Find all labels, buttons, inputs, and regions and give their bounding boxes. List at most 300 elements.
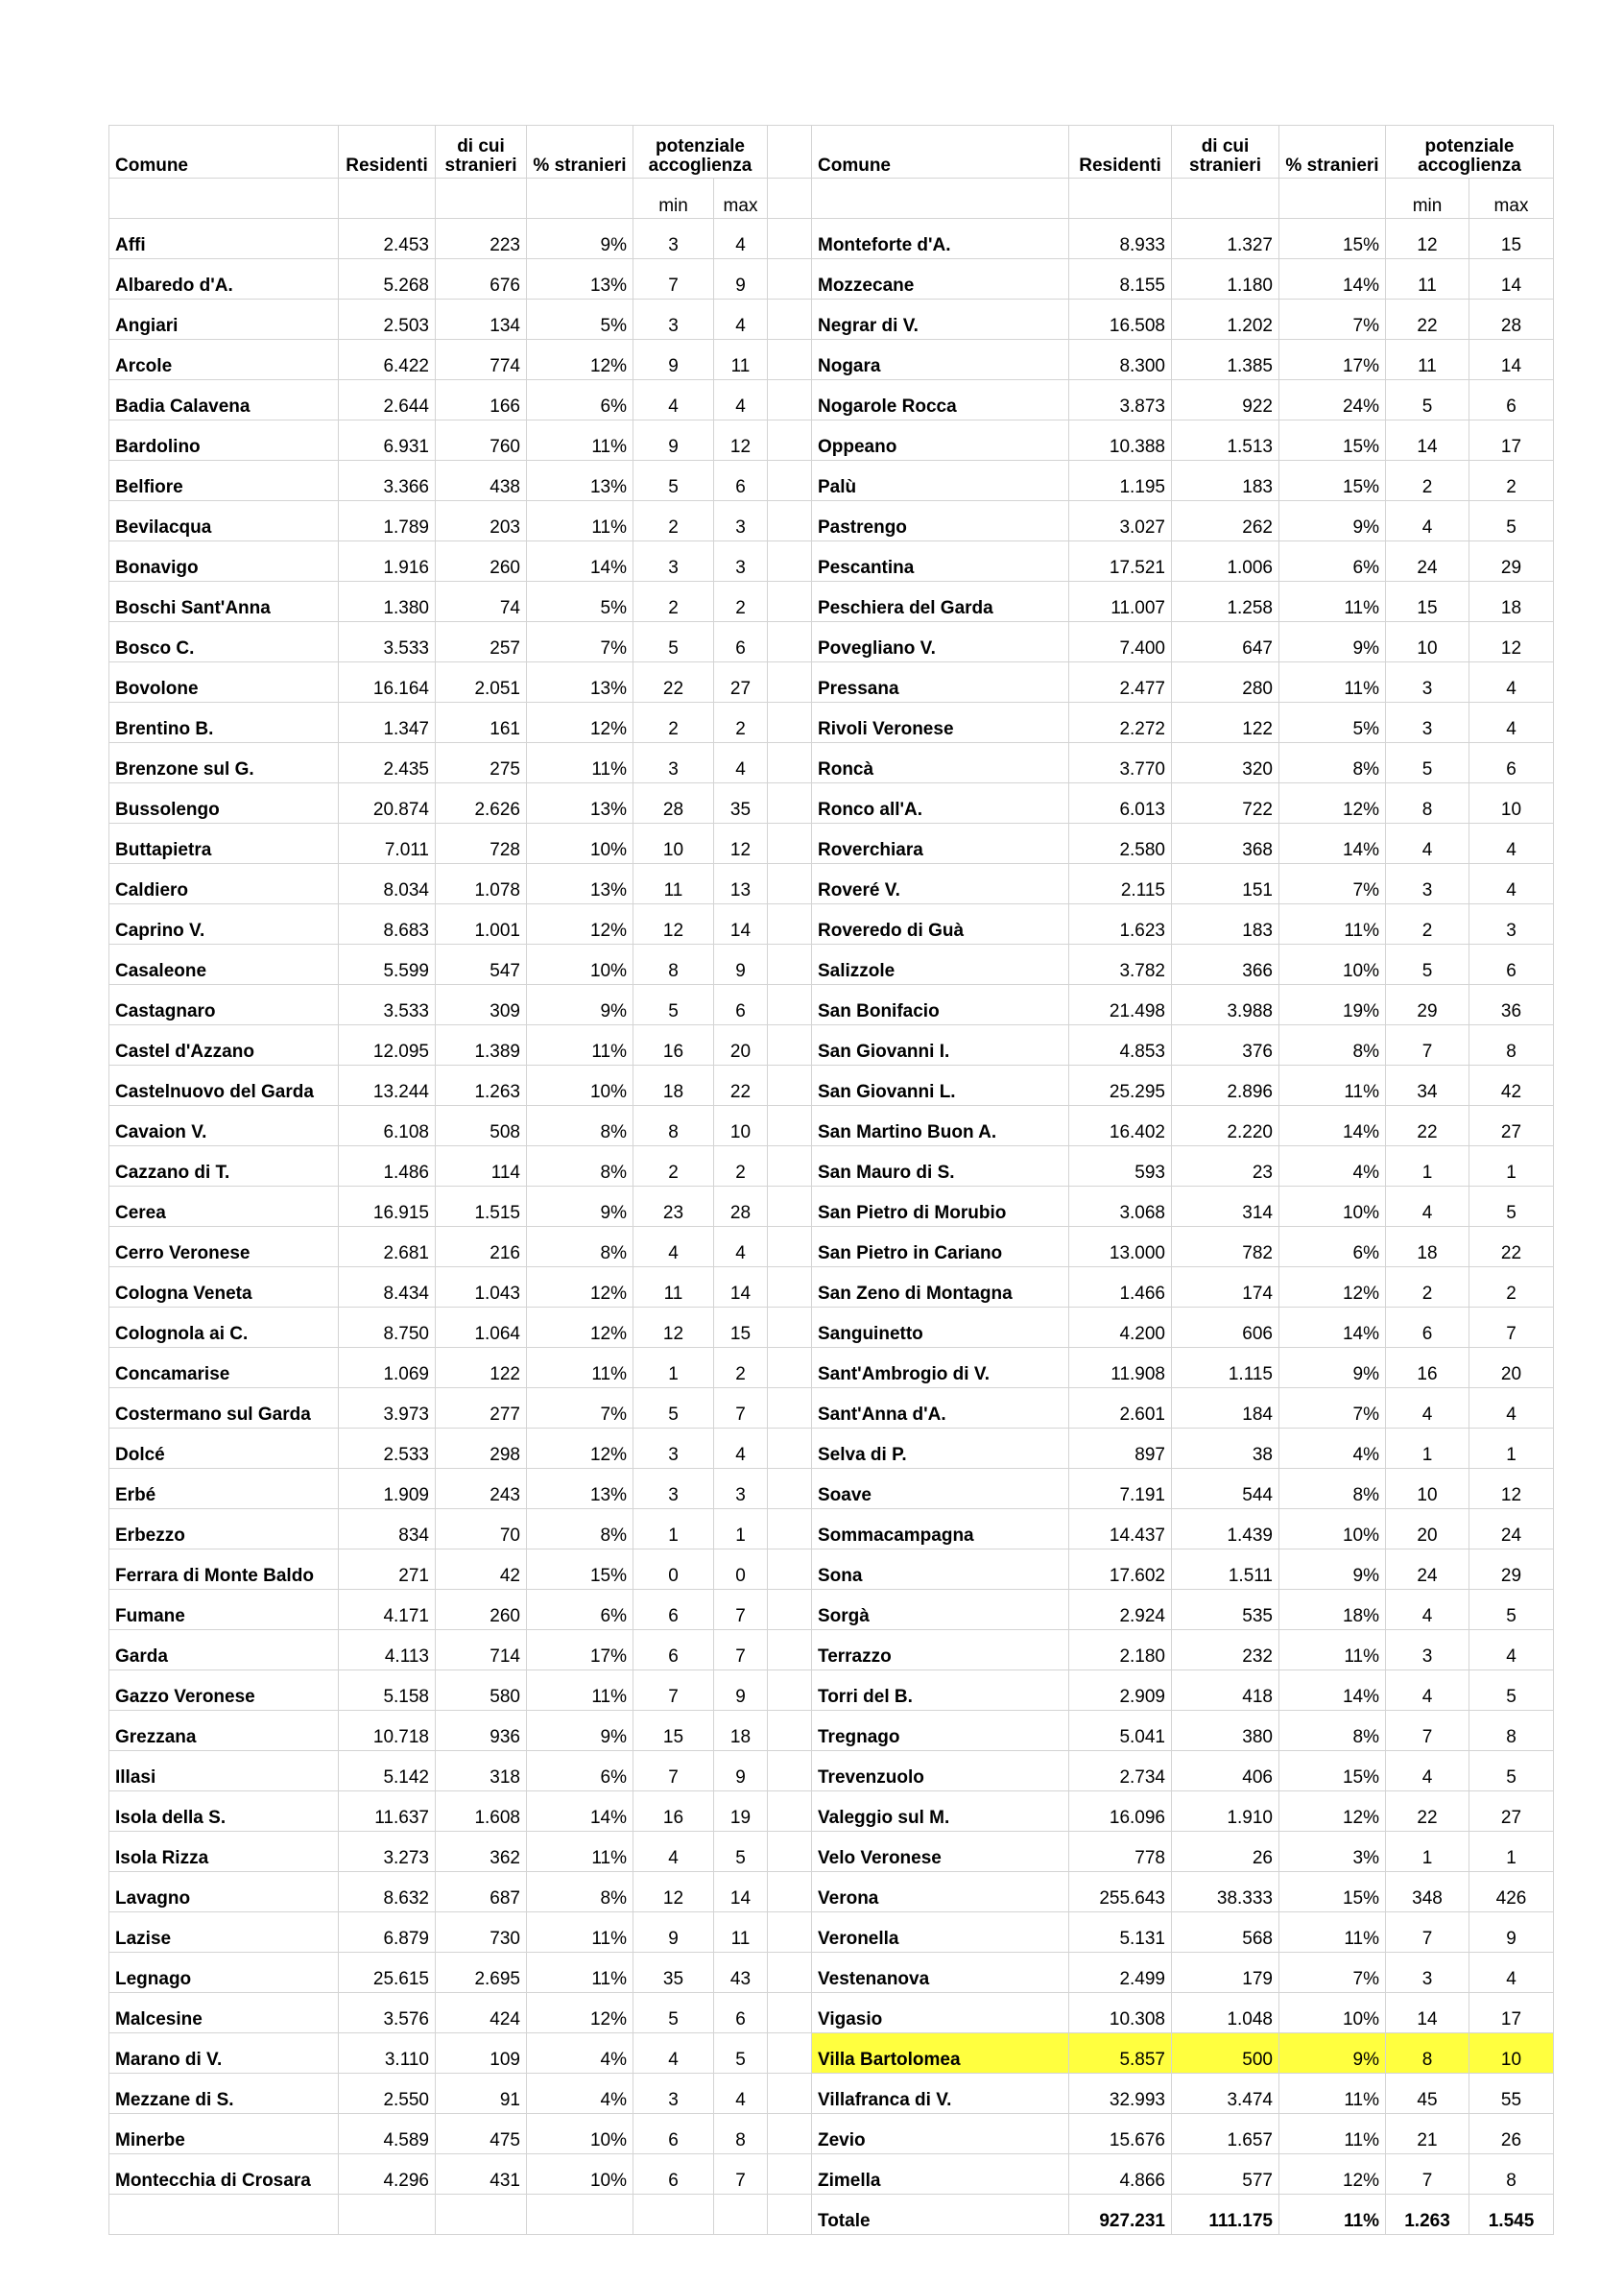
stranieri-value-left: 2.695 bbox=[436, 1953, 527, 1993]
max-value-right: 17 bbox=[1469, 420, 1554, 461]
comune-name-left: Ferrara di Monte Baldo bbox=[109, 1549, 339, 1590]
stranieri-value-left: 760 bbox=[436, 420, 527, 461]
comune-name-left: Cerro Veronese bbox=[109, 1227, 339, 1267]
table-row bbox=[109, 2033, 1554, 2074]
perc-stranieri-value-left: 10% bbox=[527, 2154, 633, 2195]
perc-stranieri-value-left: 7% bbox=[527, 622, 633, 662]
perc-stranieri-value-right: 9% bbox=[1279, 1348, 1386, 1388]
max-value-right: 36 bbox=[1469, 985, 1554, 1025]
residenti-value-left: 4.296 bbox=[339, 2154, 436, 2195]
stranieri-value-right: 1.910 bbox=[1172, 1791, 1279, 1832]
perc-stranieri-value-left: 12% bbox=[527, 904, 633, 945]
gap-cell bbox=[768, 1066, 812, 1106]
header-comune: Comune bbox=[109, 126, 339, 179]
min-value-right: 3 bbox=[1386, 703, 1469, 743]
perc-stranieri-value-left: 12% bbox=[527, 1308, 633, 1348]
residenti-value-left: 2.681 bbox=[339, 1227, 436, 1267]
max-value-left: 3 bbox=[714, 541, 768, 582]
comune-name-right: Vigasio bbox=[812, 1993, 1069, 2033]
table-row bbox=[109, 1832, 1554, 1872]
residenti-value-left: 11.637 bbox=[339, 1791, 436, 1832]
table-row bbox=[109, 1872, 1554, 1912]
table-row bbox=[109, 300, 1554, 340]
header-min: min bbox=[633, 179, 714, 219]
gap-cell bbox=[768, 340, 812, 380]
min-value-left: 9 bbox=[633, 420, 714, 461]
comune-name-left: Brentino B. bbox=[109, 703, 339, 743]
max-value-right: 14 bbox=[1469, 259, 1554, 300]
comune-name-right: Pescantina bbox=[812, 541, 1069, 582]
stranieri-value-left: 676 bbox=[436, 259, 527, 300]
table-row bbox=[109, 582, 1554, 622]
perc-stranieri-value-left: 6% bbox=[527, 380, 633, 420]
perc-stranieri-value-left: 7% bbox=[527, 1388, 633, 1429]
stranieri-value-left: 580 bbox=[436, 1670, 527, 1711]
perc-stranieri-value-right: 11% bbox=[1279, 904, 1386, 945]
stranieri-value-right: 1.385 bbox=[1172, 340, 1279, 380]
min-value-right: 7 bbox=[1386, 1912, 1469, 1953]
min-value-right: 45 bbox=[1386, 2074, 1469, 2114]
perc-stranieri-value-left: 6% bbox=[527, 1751, 633, 1791]
comune-name-right: San Zeno di Montagna bbox=[812, 1267, 1069, 1308]
comune-name-right: Villa Bartolomea bbox=[812, 2033, 1069, 2074]
comune-name-left: Buttapietra bbox=[109, 824, 339, 864]
residenti-value-right: 2.580 bbox=[1069, 824, 1172, 864]
min-value-right: 3 bbox=[1386, 864, 1469, 904]
residenti-value-right: 1.466 bbox=[1069, 1267, 1172, 1308]
comune-name-left: Bosco C. bbox=[109, 622, 339, 662]
min-value-left: 16 bbox=[633, 1791, 714, 1832]
gap-cell bbox=[768, 461, 812, 501]
max-value-left: 3 bbox=[714, 501, 768, 541]
min-value-right: 5 bbox=[1386, 945, 1469, 985]
perc-stranieri-value-left: 12% bbox=[527, 703, 633, 743]
comune-name-left: Badia Calavena bbox=[109, 380, 339, 420]
max-value-right: 4 bbox=[1469, 1630, 1554, 1670]
max-value-right: 4 bbox=[1469, 662, 1554, 703]
max-value-left: 8 bbox=[714, 2114, 768, 2154]
residenti-value-right: 14.437 bbox=[1069, 1509, 1172, 1549]
header-potenziale-2: potenziale accoglienza bbox=[1386, 126, 1554, 179]
max-value-right: 22 bbox=[1469, 1227, 1554, 1267]
max-value-right: 5 bbox=[1469, 1670, 1554, 1711]
stranieri-value-right: 782 bbox=[1172, 1227, 1279, 1267]
max-value-right: 4 bbox=[1469, 703, 1554, 743]
residenti-value-right: 11.007 bbox=[1069, 582, 1172, 622]
comune-name-left: Montecchia di Crosara bbox=[109, 2154, 339, 2195]
stranieri-value-left: 774 bbox=[436, 340, 527, 380]
stranieri-value-left: 260 bbox=[436, 1590, 527, 1630]
table-row bbox=[109, 904, 1554, 945]
perc-stranieri-value-right: 4% bbox=[1279, 1146, 1386, 1187]
stranieri-value-left: 508 bbox=[436, 1106, 527, 1146]
residenti-value-left: 12.095 bbox=[339, 1025, 436, 1066]
comune-name-right: San Giovanni L. bbox=[812, 1066, 1069, 1106]
comune-name-right: San Mauro di S. bbox=[812, 1146, 1069, 1187]
residenti-value-left: 3.576 bbox=[339, 1993, 436, 2033]
max-value-right: 15 bbox=[1469, 219, 1554, 259]
table-row bbox=[109, 2154, 1554, 2195]
residenti-value-left: 2.550 bbox=[339, 2074, 436, 2114]
max-value-left: 6 bbox=[714, 461, 768, 501]
perc-stranieri-value-right: 8% bbox=[1279, 1711, 1386, 1751]
residenti-value-right: 10.308 bbox=[1069, 1993, 1172, 2033]
comune-name-left: Fumane bbox=[109, 1590, 339, 1630]
comune-name-left: Bussolengo bbox=[109, 783, 339, 824]
comune-name-right: Roveré V. bbox=[812, 864, 1069, 904]
min-value-left: 4 bbox=[633, 1832, 714, 1872]
residenti-value-right: 16.508 bbox=[1069, 300, 1172, 340]
residenti-value-right: 13.000 bbox=[1069, 1227, 1172, 1267]
residenti-value-left: 271 bbox=[339, 1549, 436, 1590]
table-row bbox=[109, 461, 1554, 501]
min-value-right: 11 bbox=[1386, 340, 1469, 380]
perc-stranieri-value-left: 11% bbox=[527, 420, 633, 461]
max-value-right: 29 bbox=[1469, 541, 1554, 582]
perc-stranieri-value-left: 10% bbox=[527, 2114, 633, 2154]
table-row bbox=[109, 541, 1554, 582]
header-potenziale: potenziale accoglienza bbox=[633, 126, 768, 179]
perc-stranieri-value-left: 13% bbox=[527, 1469, 633, 1509]
comune-name-right: Villafranca di V. bbox=[812, 2074, 1069, 2114]
perc-stranieri-value-left: 11% bbox=[527, 1953, 633, 1993]
gap-cell bbox=[768, 1711, 812, 1751]
table-row bbox=[109, 1630, 1554, 1670]
perc-stranieri-value-left: 12% bbox=[527, 1429, 633, 1469]
perc-stranieri-value-right: 11% bbox=[1279, 662, 1386, 703]
gap-cell bbox=[768, 1670, 812, 1711]
perc-stranieri-value-right: 14% bbox=[1279, 1670, 1386, 1711]
comune-name-right: Sona bbox=[812, 1549, 1069, 1590]
residenti-value-right: 2.180 bbox=[1069, 1630, 1172, 1670]
stranieri-value-left: 260 bbox=[436, 541, 527, 582]
gap-cell bbox=[768, 1791, 812, 1832]
comune-name-right: Torri del B. bbox=[812, 1670, 1069, 1711]
min-value-left: 18 bbox=[633, 1066, 714, 1106]
perc-stranieri-value-right: 8% bbox=[1279, 743, 1386, 783]
table-row bbox=[109, 1509, 1554, 1549]
comune-name-left: Cologna Veneta bbox=[109, 1267, 339, 1308]
min-value-right: 4 bbox=[1386, 501, 1469, 541]
residenti-value-left: 10.718 bbox=[339, 1711, 436, 1751]
perc-stranieri-value-left: 11% bbox=[527, 1670, 633, 1711]
stranieri-value-right: 262 bbox=[1172, 501, 1279, 541]
perc-stranieri-value-right: 7% bbox=[1279, 300, 1386, 340]
table-row bbox=[109, 824, 1554, 864]
comune-name-left: Minerbe bbox=[109, 2114, 339, 2154]
stranieri-value-right: 2.220 bbox=[1172, 1106, 1279, 1146]
min-value-left: 5 bbox=[633, 985, 714, 1025]
table-row bbox=[109, 1388, 1554, 1429]
stranieri-value-left: 166 bbox=[436, 380, 527, 420]
min-value-right: 8 bbox=[1386, 783, 1469, 824]
residenti-value-right: 2.477 bbox=[1069, 662, 1172, 703]
residenti-value-left: 3.273 bbox=[339, 1832, 436, 1872]
comune-name-left: Castelnuovo del Garda bbox=[109, 1066, 339, 1106]
comune-name-right: Oppeano bbox=[812, 420, 1069, 461]
stranieri-value-left: 936 bbox=[436, 1711, 527, 1751]
gap-cell bbox=[768, 1025, 812, 1066]
residenti-value-left: 8.632 bbox=[339, 1872, 436, 1912]
min-value-right: 14 bbox=[1386, 1993, 1469, 2033]
perc-stranieri-value-right: 14% bbox=[1279, 259, 1386, 300]
comune-name-right: Roncà bbox=[812, 743, 1069, 783]
perc-stranieri-value-right: 11% bbox=[1279, 1630, 1386, 1670]
gap-cell bbox=[768, 1912, 812, 1953]
table-row bbox=[109, 783, 1554, 824]
stranieri-value-left: 161 bbox=[436, 703, 527, 743]
gap-cell bbox=[768, 783, 812, 824]
max-value-right: 6 bbox=[1469, 380, 1554, 420]
table-row bbox=[109, 259, 1554, 300]
perc-stranieri-value-left: 14% bbox=[527, 1791, 633, 1832]
min-value-right: 2 bbox=[1386, 461, 1469, 501]
residenti-value-left: 834 bbox=[339, 1509, 436, 1549]
comune-name-left: Castel d'Azzano bbox=[109, 1025, 339, 1066]
comune-name-left: Caldiero bbox=[109, 864, 339, 904]
residenti-value-right: 7.191 bbox=[1069, 1469, 1172, 1509]
max-value-left: 15 bbox=[714, 1308, 768, 1348]
comune-name-right: Sommacampagna bbox=[812, 1509, 1069, 1549]
min-value-right: 8 bbox=[1386, 2033, 1469, 2074]
perc-stranieri-value-right: 24% bbox=[1279, 380, 1386, 420]
comune-name-left: Marano di V. bbox=[109, 2033, 339, 2074]
perc-stranieri-value-right: 15% bbox=[1279, 219, 1386, 259]
table-row bbox=[109, 1751, 1554, 1791]
min-value-right: 20 bbox=[1386, 1509, 1469, 1549]
table-row bbox=[109, 622, 1554, 662]
perc-stranieri-value-right: 7% bbox=[1279, 1953, 1386, 1993]
table-row bbox=[109, 380, 1554, 420]
residenti-value-left: 2.644 bbox=[339, 380, 436, 420]
gap-cell bbox=[768, 541, 812, 582]
residenti-value-left: 7.011 bbox=[339, 824, 436, 864]
perc-stranieri-value-left: 12% bbox=[527, 1267, 633, 1308]
perc-stranieri-value-right: 19% bbox=[1279, 985, 1386, 1025]
stranieri-value-left: 1.001 bbox=[436, 904, 527, 945]
max-value-left: 4 bbox=[714, 1227, 768, 1267]
min-value-right: 21 bbox=[1386, 2114, 1469, 2154]
min-value-left: 2 bbox=[633, 582, 714, 622]
stranieri-value-right: 500 bbox=[1172, 2033, 1279, 2074]
header-residenti: Residenti bbox=[339, 126, 436, 179]
max-value-left: 6 bbox=[714, 985, 768, 1025]
header-stranieri-2: di cui stranieri bbox=[1172, 126, 1279, 179]
table-row bbox=[109, 1953, 1554, 1993]
stranieri-value-right: 2.896 bbox=[1172, 1066, 1279, 1106]
comune-name-left: Costermano sul Garda bbox=[109, 1388, 339, 1429]
comune-name-left: Grezzana bbox=[109, 1711, 339, 1751]
gap-cell bbox=[768, 1187, 812, 1227]
residenti-value-right: 8.933 bbox=[1069, 219, 1172, 259]
stranieri-value-right: 38 bbox=[1172, 1429, 1279, 1469]
comune-name-left: Arcole bbox=[109, 340, 339, 380]
max-value-left: 3 bbox=[714, 1469, 768, 1509]
gap-cell bbox=[768, 1106, 812, 1146]
perc-stranieri-value-right: 15% bbox=[1279, 420, 1386, 461]
residenti-value-right: 5.131 bbox=[1069, 1912, 1172, 1953]
comune-name-right: Mozzecane bbox=[812, 259, 1069, 300]
perc-stranieri-value-left: 11% bbox=[527, 1025, 633, 1066]
comune-name-left: Bevilacqua bbox=[109, 501, 339, 541]
max-value-right: 18 bbox=[1469, 582, 1554, 622]
max-value-left: 14 bbox=[714, 1872, 768, 1912]
residenti-value-left: 16.915 bbox=[339, 1187, 436, 1227]
residenti-value-left: 1.380 bbox=[339, 582, 436, 622]
min-value-left: 6 bbox=[633, 2154, 714, 2195]
min-value-right: 4 bbox=[1386, 1388, 1469, 1429]
max-value-left: 0 bbox=[714, 1549, 768, 1590]
residenti-value-right: 25.295 bbox=[1069, 1066, 1172, 1106]
gap-cell bbox=[768, 1509, 812, 1549]
min-value-left: 12 bbox=[633, 904, 714, 945]
perc-stranieri-value-right: 7% bbox=[1279, 1388, 1386, 1429]
table-row bbox=[109, 985, 1554, 1025]
residenti-value-right: 2.499 bbox=[1069, 1953, 1172, 1993]
stranieri-value-right: 1.439 bbox=[1172, 1509, 1279, 1549]
comune-name-right: Nogara bbox=[812, 340, 1069, 380]
comune-name-right: Vestenanova bbox=[812, 1953, 1069, 1993]
gap-cell bbox=[768, 2154, 812, 2195]
min-value-left: 6 bbox=[633, 1630, 714, 1670]
max-value-right: 20 bbox=[1469, 1348, 1554, 1388]
max-value-left: 20 bbox=[714, 1025, 768, 1066]
gap-cell bbox=[768, 985, 812, 1025]
max-value-left: 2 bbox=[714, 1146, 768, 1187]
max-value-right: 6 bbox=[1469, 743, 1554, 783]
perc-stranieri-value-right: 15% bbox=[1279, 1751, 1386, 1791]
min-value-left: 8 bbox=[633, 1106, 714, 1146]
residenti-value-right: 1.195 bbox=[1069, 461, 1172, 501]
stranieri-value-right: 647 bbox=[1172, 622, 1279, 662]
table-row bbox=[109, 1146, 1554, 1187]
gap-cell bbox=[768, 864, 812, 904]
gap-cell bbox=[768, 1429, 812, 1469]
max-value-left: 7 bbox=[714, 1590, 768, 1630]
stranieri-value-left: 431 bbox=[436, 2154, 527, 2195]
residenti-value-left: 1.069 bbox=[339, 1348, 436, 1388]
gap-cell bbox=[768, 824, 812, 864]
max-value-right: 27 bbox=[1469, 1106, 1554, 1146]
stranieri-value-left: 438 bbox=[436, 461, 527, 501]
stranieri-value-right: 1.511 bbox=[1172, 1549, 1279, 1590]
perc-stranieri-value-left: 11% bbox=[527, 501, 633, 541]
max-value-left: 18 bbox=[714, 1711, 768, 1751]
min-value-left: 6 bbox=[633, 2114, 714, 2154]
perc-stranieri-value-left: 13% bbox=[527, 662, 633, 703]
min-value-left: 1 bbox=[633, 1348, 714, 1388]
min-value-left: 4 bbox=[633, 2033, 714, 2074]
max-value-left: 2 bbox=[714, 1348, 768, 1388]
perc-stranieri-value-left: 11% bbox=[527, 743, 633, 783]
comune-name-left: Dolcé bbox=[109, 1429, 339, 1469]
min-value-right: 1 bbox=[1386, 1146, 1469, 1187]
min-value-left: 28 bbox=[633, 783, 714, 824]
stranieri-value-right: 1.513 bbox=[1172, 420, 1279, 461]
stranieri-value-right: 3.474 bbox=[1172, 2074, 1279, 2114]
residenti-value-left: 6.422 bbox=[339, 340, 436, 380]
comune-name-left: Isola Rizza bbox=[109, 1832, 339, 1872]
comune-name-right: San Giovanni I. bbox=[812, 1025, 1069, 1066]
stranieri-value-left: 91 bbox=[436, 2074, 527, 2114]
residenti-value-right: 5.041 bbox=[1069, 1711, 1172, 1751]
comune-name-left: Casaleone bbox=[109, 945, 339, 985]
gap-cell bbox=[768, 904, 812, 945]
max-value-left: 9 bbox=[714, 945, 768, 985]
residenti-value-left: 3.110 bbox=[339, 2033, 436, 2074]
table-row bbox=[109, 1670, 1554, 1711]
residenti-value-left: 25.615 bbox=[339, 1953, 436, 1993]
perc-stranieri-value-right: 6% bbox=[1279, 1227, 1386, 1267]
stranieri-value-right: 406 bbox=[1172, 1751, 1279, 1791]
table-row bbox=[109, 1308, 1554, 1348]
perc-stranieri-value-right: 14% bbox=[1279, 824, 1386, 864]
min-value-right: 22 bbox=[1386, 300, 1469, 340]
stranieri-value-left: 216 bbox=[436, 1227, 527, 1267]
max-value-left: 9 bbox=[714, 1670, 768, 1711]
residenti-value-right: 17.602 bbox=[1069, 1549, 1172, 1590]
residenti-value-right: 1.623 bbox=[1069, 904, 1172, 945]
min-value-left: 5 bbox=[633, 461, 714, 501]
stranieri-value-left: 714 bbox=[436, 1630, 527, 1670]
max-value-right: 26 bbox=[1469, 2114, 1554, 2154]
perc-stranieri-value-left: 8% bbox=[527, 1227, 633, 1267]
comune-name-right: Veronella bbox=[812, 1912, 1069, 1953]
stranieri-value-left: 687 bbox=[436, 1872, 527, 1912]
perc-stranieri-value-right: 11% bbox=[1279, 582, 1386, 622]
stranieri-value-left: 1.043 bbox=[436, 1267, 527, 1308]
residenti-value-right: 32.993 bbox=[1069, 2074, 1172, 2114]
table-row bbox=[109, 340, 1554, 380]
comune-name-left: Malcesine bbox=[109, 1993, 339, 2033]
comune-name-left: Lazise bbox=[109, 1912, 339, 1953]
residenti-value-left: 8.683 bbox=[339, 904, 436, 945]
residenti-value-right: 593 bbox=[1069, 1146, 1172, 1187]
max-value-right: 10 bbox=[1469, 2033, 1554, 2074]
perc-stranieri-value-right: 11% bbox=[1279, 2074, 1386, 2114]
perc-stranieri-value-right: 9% bbox=[1279, 501, 1386, 541]
comuni-table bbox=[108, 125, 1554, 2235]
header-min-2: min bbox=[1386, 179, 1469, 219]
perc-stranieri-value-left: 9% bbox=[527, 1711, 633, 1751]
max-value-right: 5 bbox=[1469, 1590, 1554, 1630]
comune-name-right: Velo Veronese bbox=[812, 1832, 1069, 1872]
stranieri-value-left: 1.064 bbox=[436, 1308, 527, 1348]
stranieri-value-right: 544 bbox=[1172, 1469, 1279, 1509]
stranieri-value-left: 257 bbox=[436, 622, 527, 662]
residenti-value-left: 2.453 bbox=[339, 219, 436, 259]
max-value-left: 2 bbox=[714, 703, 768, 743]
residenti-value-left: 2.435 bbox=[339, 743, 436, 783]
min-value-right: 22 bbox=[1386, 1791, 1469, 1832]
perc-stranieri-value-left: 15% bbox=[527, 1549, 633, 1590]
residenti-value-right: 15.676 bbox=[1069, 2114, 1172, 2154]
header-comune-2: Comune bbox=[812, 126, 1069, 179]
max-value-right: 7 bbox=[1469, 1308, 1554, 1348]
residenti-value-right: 3.782 bbox=[1069, 945, 1172, 985]
gap-cell bbox=[768, 2074, 812, 2114]
min-value-left: 9 bbox=[633, 1912, 714, 1953]
comune-name-right: Selva di P. bbox=[812, 1429, 1069, 1469]
perc-stranieri-value-right: 12% bbox=[1279, 783, 1386, 824]
residenti-value-left: 8.750 bbox=[339, 1308, 436, 1348]
comune-name-left: Erbé bbox=[109, 1469, 339, 1509]
stranieri-value-right: 368 bbox=[1172, 824, 1279, 864]
max-value-left: 35 bbox=[714, 783, 768, 824]
min-value-right: 24 bbox=[1386, 541, 1469, 582]
residenti-value-left: 5.158 bbox=[339, 1670, 436, 1711]
table-row bbox=[109, 1227, 1554, 1267]
